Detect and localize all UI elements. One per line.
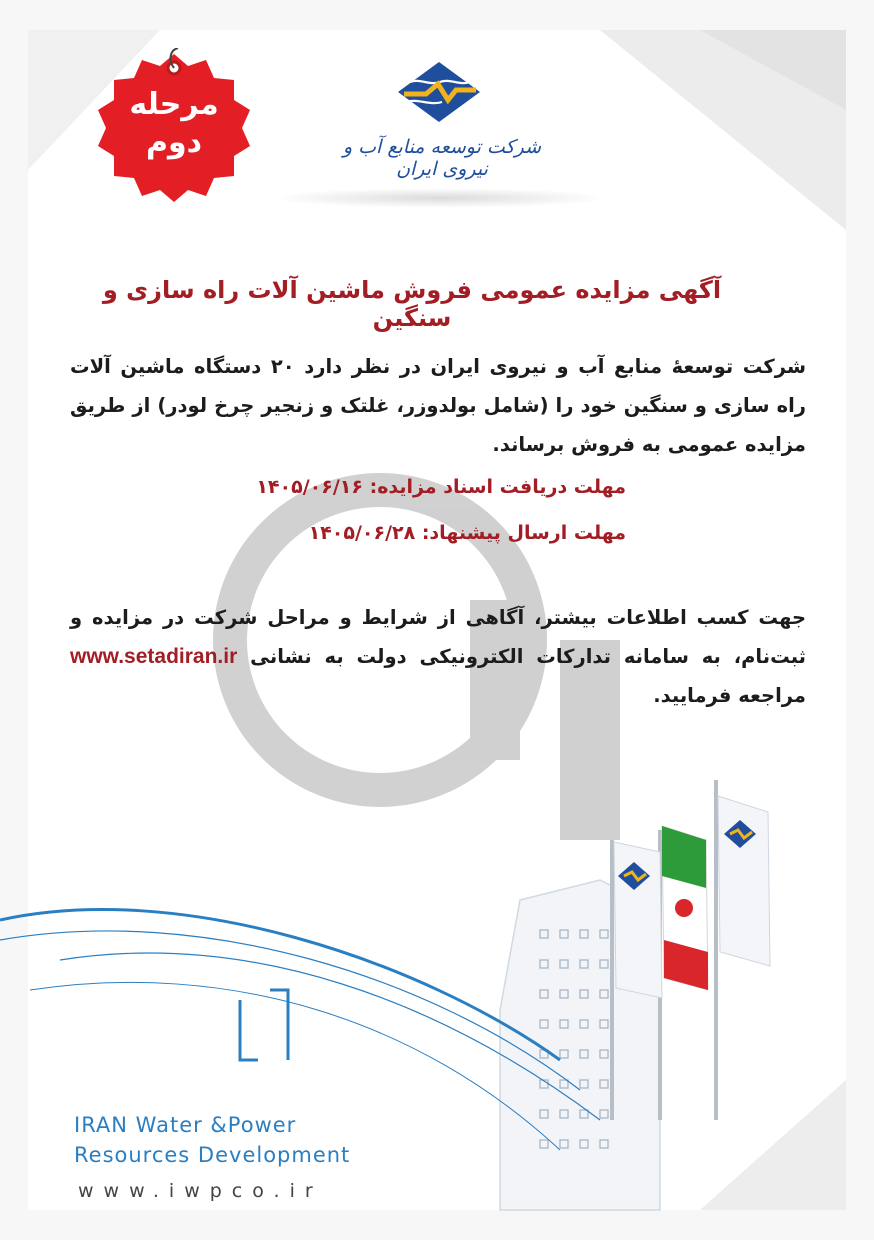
company-flag-right	[718, 796, 770, 966]
company-name-en	[74, 1110, 350, 1170]
company-name-en-line2: Resources Development	[74, 1143, 351, 1167]
info-before-link: جهت کسب اطلاعات بیشتر، آگاهی از شرایط و مراحل شرکت در مزایده و ثبت‌نام، به سامانه تدارکات الکترونیکی دولت به نشانی	[70, 606, 806, 668]
info-paragraph	[70, 598, 806, 715]
company-name-fa: شرکت توسعه منابع آب و نیروی ایران	[342, 136, 542, 180]
company-flag-left	[614, 842, 662, 998]
deadline-offers: مهلت ارسال پیشنهاد: ۱۴۰۵/۰۶/۲۸	[308, 522, 626, 544]
company-name-en-line1: IRAN Water &Power	[74, 1113, 297, 1137]
setadiran-link[interactable]: www.setadiran.ir	[70, 645, 238, 668]
deadline-documents: مهلت دریافت اسناد مزایده: ۱۴۰۵/۰۶/۱۶	[256, 476, 626, 498]
bracket-mark-icon	[240, 990, 288, 1060]
iwpco-logo-icon	[396, 60, 482, 124]
stage-badge-text	[92, 86, 256, 162]
logo-shadow	[270, 188, 610, 208]
company-website[interactable]: www.iwpco.ir	[78, 1180, 323, 1202]
badge-line-2: دوم	[145, 125, 203, 160]
notice-title: آگهی مزایده عمومی فروش ماشین آلات راه سازی و سنگین	[102, 276, 722, 332]
badge-line-1: مرحله	[129, 87, 219, 122]
info-after-link: مراجعه فرمایید.	[653, 684, 806, 707]
corner-shape-bottom-right	[700, 1080, 846, 1210]
notice-body: شرکت توسعهٔ منابع آب و نیروی ایران در نظر دارد ۲۰ دستگاه ماشین آلات راه سازی و سنگین خود را (شامل بولدوزر، غلتک و زنجیر چرخ لودر) از طریق مزایده عمومی به فروش برساند.	[70, 355, 806, 456]
